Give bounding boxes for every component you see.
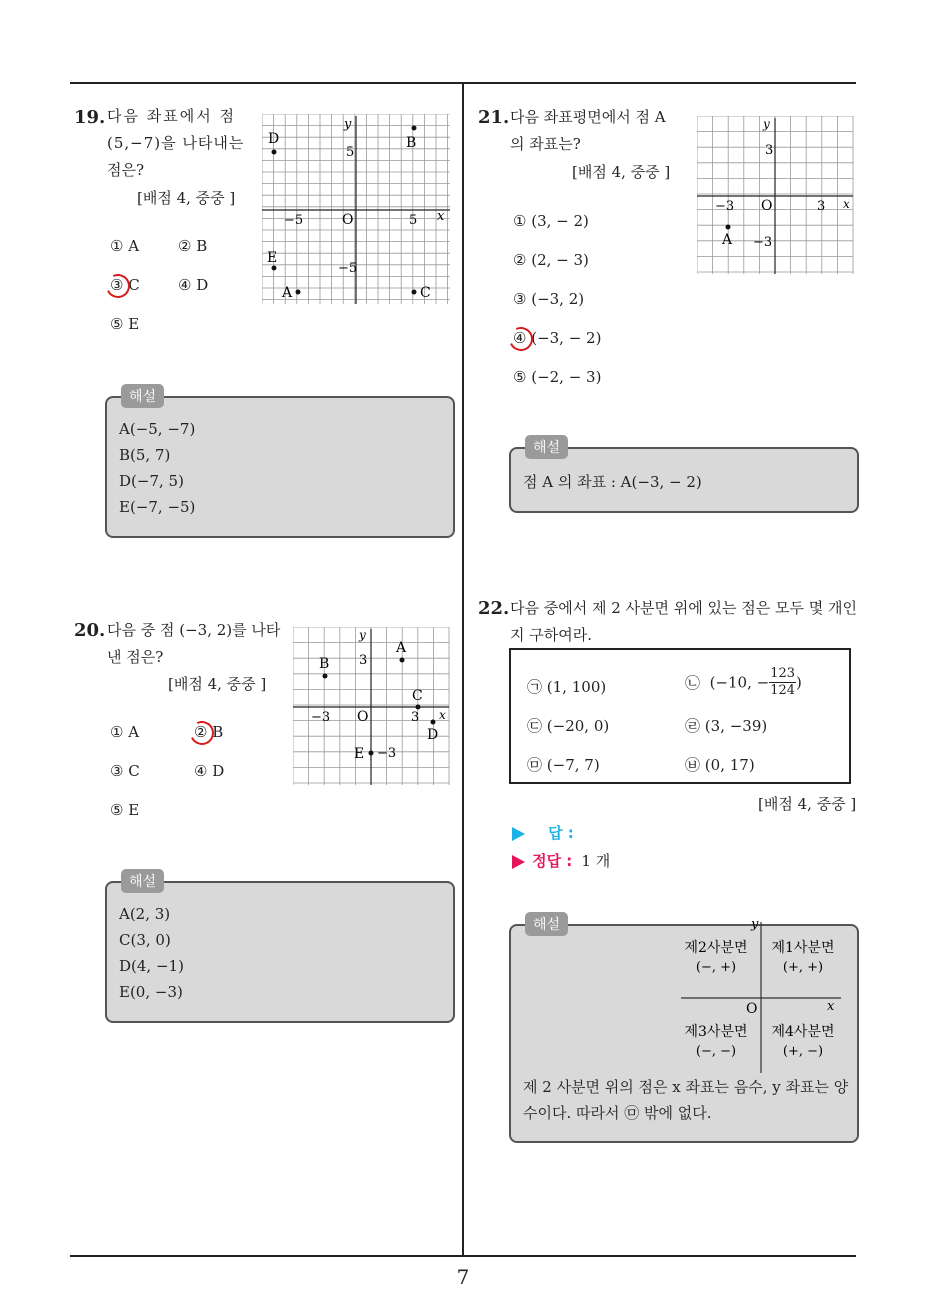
tick-label: −5 bbox=[284, 213, 304, 228]
x-axis-label: x bbox=[439, 708, 446, 722]
point bbox=[369, 751, 374, 756]
explanation-tag: 해설 bbox=[121, 869, 164, 893]
point-label: A bbox=[282, 285, 293, 301]
question-text: 다음 중 점 (−3, 2)를 나타 낸 점은? bbox=[107, 621, 281, 666]
question-number: 22. bbox=[478, 598, 510, 619]
y-axis-label: y bbox=[751, 918, 759, 932]
option-4[interactable]: ④ D bbox=[178, 276, 209, 294]
bottom-rule bbox=[70, 1255, 856, 1257]
option-1[interactable]: ① A bbox=[110, 723, 140, 741]
point bbox=[412, 126, 417, 131]
choices-box bbox=[509, 648, 851, 784]
option-1[interactable]: ① (3, − 2) bbox=[513, 212, 589, 230]
choice-item: ㉤ (−7, 7) bbox=[527, 756, 600, 774]
y-axis-label: y bbox=[763, 117, 770, 131]
point-label: A bbox=[722, 232, 733, 248]
correct-value: 1 개 bbox=[581, 852, 611, 870]
choice-item: ㉥ (0, 17) bbox=[685, 756, 755, 774]
point bbox=[296, 290, 301, 295]
point bbox=[400, 658, 405, 663]
explanation-tag: 해설 bbox=[525, 912, 568, 936]
question-text: 다음 좌표평면에서 점 A 의 좌표는? bbox=[510, 108, 666, 153]
question-text: 다음 중에서 제 2 사분면 위에 있는 점은 모두 몇 개인 지 구하여라. bbox=[510, 599, 858, 644]
quadrant-label: 제2사분면 bbox=[684, 940, 748, 956]
explanation-box bbox=[105, 874, 455, 1023]
question-number: 19. bbox=[74, 107, 106, 128]
question-number: 21. bbox=[478, 107, 510, 128]
quadrant-sign: (−, −) bbox=[695, 1044, 737, 1059]
score-meta: [배점 4, 중중 ] bbox=[572, 163, 671, 181]
point bbox=[431, 720, 436, 725]
origin-label: O bbox=[746, 1001, 758, 1017]
option-4[interactable]: ④ (−3, − 2) bbox=[513, 329, 602, 347]
explanation-box bbox=[509, 917, 859, 1143]
column-divider bbox=[462, 82, 464, 1257]
point bbox=[726, 225, 731, 230]
quadrant-sign: (−, +) bbox=[695, 960, 737, 975]
explanation-text: A(2, 3) C(3, 0) D(4, −1) E(0, −3) bbox=[119, 905, 184, 1001]
choice-item: ㉠ (1, 100) bbox=[527, 678, 607, 696]
x-axis-label: x bbox=[437, 209, 445, 224]
choice-item: ㉢ (−20, 0) bbox=[527, 717, 610, 735]
option-2[interactable]: ② B bbox=[178, 237, 208, 255]
origin-label: O bbox=[761, 198, 773, 214]
coordinate-graph bbox=[262, 114, 452, 306]
score-meta: [배점 4, 중중 ] bbox=[137, 189, 236, 207]
score-meta: [배점 4, 중중 ] bbox=[168, 675, 267, 693]
choice-item: ㉡ (−10, − $\frac{123}{124}$ ) bbox=[685, 666, 802, 698]
point bbox=[412, 290, 417, 295]
x-axis-label: x bbox=[827, 999, 835, 1014]
tick-label: 5 bbox=[346, 145, 355, 160]
quadrant-sign: (+, +) bbox=[782, 960, 824, 975]
option-5[interactable]: ⑤ E bbox=[110, 315, 140, 333]
coordinate-graph bbox=[697, 116, 855, 276]
y-axis-label: y bbox=[344, 117, 352, 132]
choice-item: ㉣ (3, −39) bbox=[685, 717, 768, 735]
point-label: D bbox=[427, 727, 439, 743]
tick-label: 3 bbox=[817, 199, 826, 214]
point bbox=[416, 705, 421, 710]
tick-label: −3 bbox=[377, 746, 397, 761]
question-number: 20. bbox=[74, 620, 106, 641]
explanation-box bbox=[509, 440, 859, 513]
explanation-tag: 해설 bbox=[525, 435, 568, 459]
point-label: C bbox=[412, 688, 423, 704]
origin-label: O bbox=[357, 709, 369, 725]
correct-answer-line bbox=[512, 850, 610, 871]
tick-label: −3 bbox=[753, 235, 773, 250]
option-3[interactable]: ③ (−3, 2) bbox=[513, 290, 585, 308]
point-label: B bbox=[319, 656, 330, 672]
explanation-text: 제 2 사분면 위의 점은 x 좌표는 음수, y 좌표는 양 수이다. 따라서 ㉤ 밖에 없다. bbox=[523, 1078, 849, 1122]
point-label: D bbox=[268, 131, 280, 147]
outline-arrow-icon bbox=[512, 855, 525, 869]
tick-label: −3 bbox=[311, 710, 331, 725]
tick-label: 5 bbox=[409, 213, 418, 228]
correct-label: 정답 : bbox=[532, 852, 573, 870]
tick-label: −3 bbox=[715, 199, 735, 214]
point-label: B bbox=[406, 135, 417, 151]
explanation-box bbox=[105, 389, 455, 538]
quadrant-sign: (+, −) bbox=[782, 1044, 824, 1059]
page-number: 7 bbox=[456, 1265, 470, 1289]
option-2[interactable]: ② B bbox=[194, 723, 224, 741]
answer-label: 답 : bbox=[548, 824, 574, 842]
point bbox=[272, 150, 277, 155]
explanation-text: 점 A 의 좌표 : A(−3, − 2) bbox=[523, 473, 702, 491]
point-label: E bbox=[267, 250, 278, 266]
explanation-tag: 해설 bbox=[121, 384, 164, 408]
option-5[interactable]: ⑤ (−2, − 3) bbox=[513, 368, 602, 386]
quadrant-label: 제1사분면 bbox=[771, 940, 835, 956]
tick-label: 3 bbox=[765, 143, 774, 158]
play-arrow-icon bbox=[512, 827, 525, 841]
option-3[interactable]: ③ C bbox=[110, 762, 140, 780]
option-2[interactable]: ② (2, − 3) bbox=[513, 251, 589, 269]
point-label: C bbox=[420, 285, 431, 301]
quadrant-label: 제3사분면 bbox=[684, 1024, 748, 1040]
option-5[interactable]: ⑤ E bbox=[110, 801, 140, 819]
quadrant-diagram bbox=[671, 918, 851, 1078]
point bbox=[272, 266, 277, 271]
point-label: A bbox=[396, 640, 407, 656]
option-1[interactable]: ① A bbox=[110, 237, 140, 255]
tick-label: 3 bbox=[359, 653, 368, 668]
point bbox=[323, 674, 328, 679]
quadrant-label: 제4사분면 bbox=[771, 1024, 835, 1040]
y-axis-label: y bbox=[359, 628, 366, 642]
coordinate-graph bbox=[293, 627, 451, 787]
origin-label: O bbox=[342, 212, 354, 228]
explanation-text: A(−5, −7) B(5, 7) D(−7, 5) E(−7, −5) bbox=[119, 420, 196, 516]
answer-line[interactable] bbox=[512, 822, 574, 843]
point-label: E bbox=[354, 746, 365, 762]
option-4[interactable]: ④ D bbox=[194, 762, 225, 780]
score-meta: [배점 4, 중중 ] bbox=[758, 795, 857, 813]
x-axis-label: x bbox=[843, 197, 850, 211]
option-3[interactable]: ③ C bbox=[110, 276, 140, 294]
tick-label: −5 bbox=[338, 261, 358, 276]
tick-label: 3 bbox=[411, 710, 420, 725]
question-text: 다음 좌표에서 점 (5,−7)을 나타내는 점은? bbox=[107, 107, 245, 179]
